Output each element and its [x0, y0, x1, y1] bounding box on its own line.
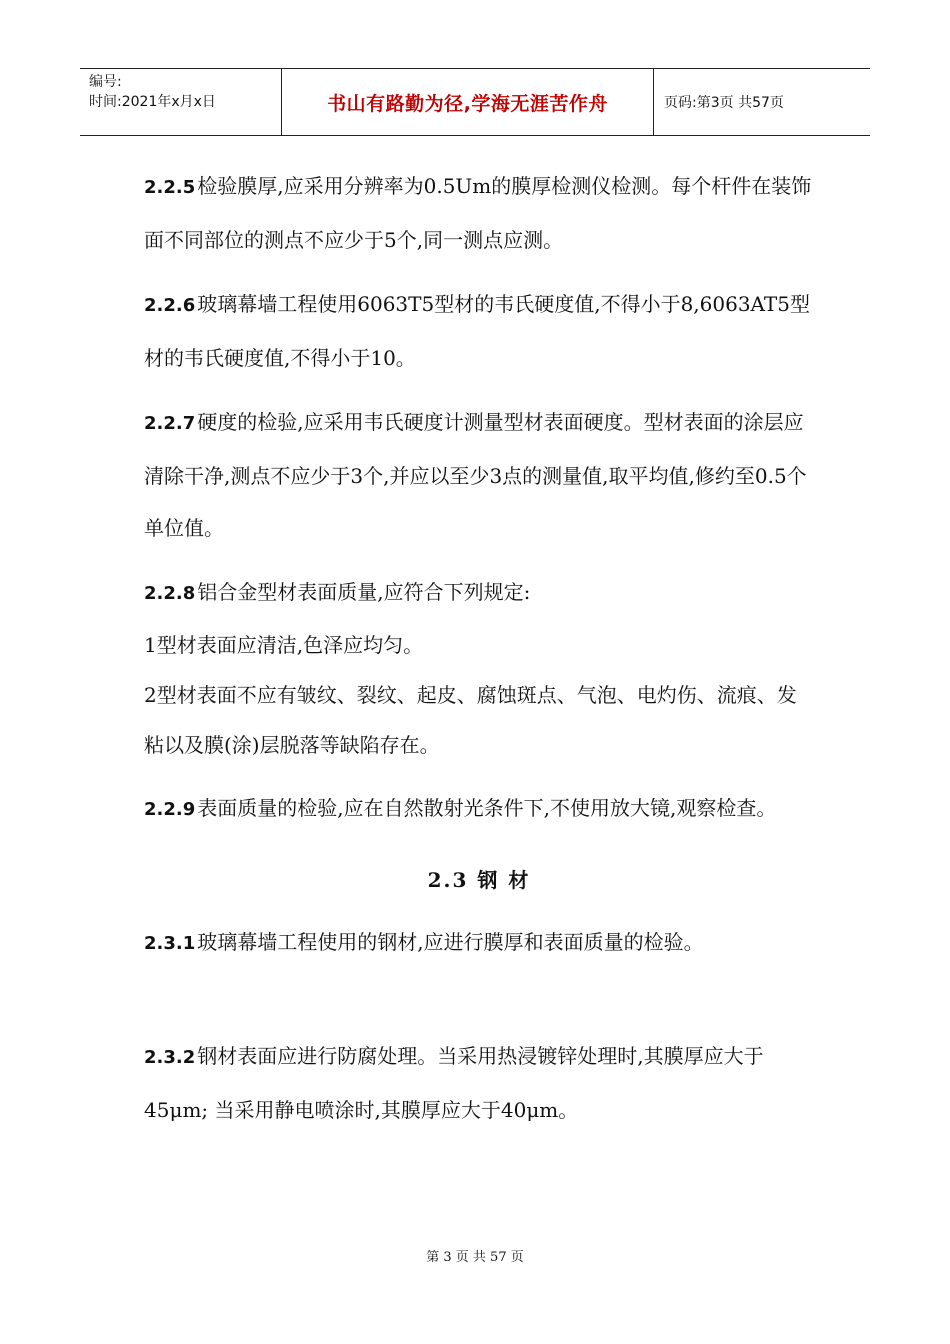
paragraph-2-3-2: [144, 1030, 814, 1136]
code-label: 编号:: [89, 74, 122, 90]
clause-number: 2.2.6: [144, 295, 196, 316]
clause-text: 检验膜厚,应采用分辨率为0.5Um的膜厚检测仪检测。每个杆件在装饰面不同部位的测点不应少于5个,同一测点应测。: [144, 174, 812, 252]
clause-number: 2.2.8: [144, 583, 196, 604]
clause-number: 2.2.7: [144, 413, 196, 434]
time-label: 时间:2021年x月x日: [89, 94, 216, 110]
paragraph-2-2-5: [144, 160, 814, 266]
item-number: 2: [144, 683, 157, 707]
item-number: 1: [144, 633, 157, 657]
clause-text: 钢材表面应进行防腐处理。当采用热浸镀锌处理时,其膜厚应大于45μm; 当采用静电喷涂时,其膜厚应大于40μm。: [144, 1044, 764, 1122]
page-header: [80, 68, 870, 136]
paragraph-2-2-9: [144, 782, 814, 836]
clause-text: 铝合金型材表面质量,应符合下列规定:: [197, 580, 531, 604]
clause-text: 玻璃幕墙工程使用的钢材,应进行膜厚和表面质量的检验。: [197, 930, 704, 954]
header-meta-cell: [80, 69, 282, 135]
paragraph-2-2-7: [144, 396, 814, 554]
motto-text: 书山有路勤为径,学海无涯苦作舟: [327, 92, 608, 115]
paragraph-2-2-6: [144, 278, 814, 384]
clause-number: 2.2.9: [144, 799, 196, 820]
section-title: 2.3 钢 材: [427, 868, 531, 892]
clause-number: 2.3.1: [144, 933, 196, 954]
header-motto-cell: [282, 69, 654, 135]
item-text: 型材表面不应有皱纹、裂纹、起皮、腐蚀斑点、气泡、电灼伤、流痕、发粘以及膜(涂)层脱落等缺陷存在。: [144, 683, 797, 757]
clause-text: 硬度的检验,应采用韦氏硬度计测量型材表面硬度。型材表面的涂层应清除干净,测点不应少于3个,并应以至少3点的测量值,取平均值,修约至0.5个单位值。: [144, 410, 807, 540]
list-item: [144, 670, 814, 770]
paragraph-2-2-8: [144, 566, 814, 620]
paragraph-2-3-1: [144, 916, 814, 970]
header-page-cell: [654, 69, 870, 135]
clause-number: 2.2.5: [144, 177, 196, 198]
document-body: [144, 160, 814, 1136]
clause-text: 玻璃幕墙工程使用6063T5型材的韦氏硬度值,不得小于8,6063AT5型材的韦氏硬度值,不得小于10。: [144, 292, 810, 370]
list-item: [144, 620, 814, 670]
clause-text: 表面质量的检验,应在自然散射光条件下,不使用放大镜,观察检查。: [197, 796, 777, 820]
clause-number: 2.3.2: [144, 1047, 196, 1068]
page-info: 页码:第3页 共57页: [664, 95, 784, 111]
item-text: 型材表面应清洁,色泽应均匀。: [156, 633, 424, 657]
page-footer: 第 3 页 共 57 页: [426, 1250, 524, 1265]
